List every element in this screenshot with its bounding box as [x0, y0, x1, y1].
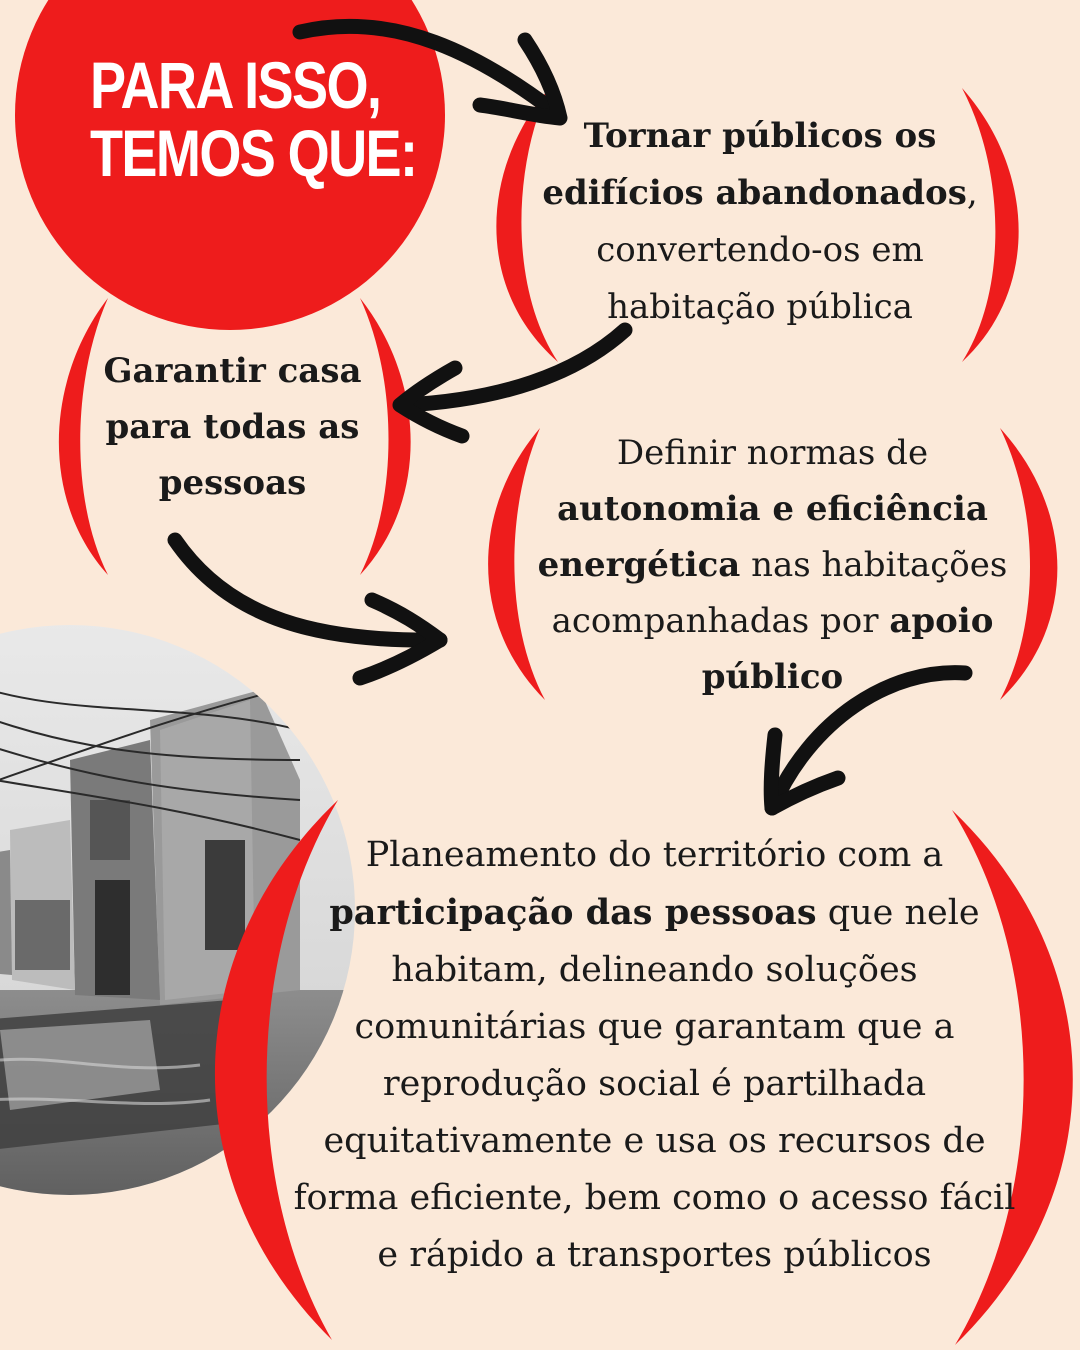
hand-drawn-arrow-icon [175, 540, 440, 678]
headline-line-2: TEMOS QUE: [90, 115, 417, 190]
headline-line-1: PARA ISSO, [90, 48, 381, 122]
item-4-bold: participação das pessoas [329, 892, 817, 933]
item-4-text-a: Planeamento do território com a [365, 835, 944, 875]
item-territory-planning [292, 827, 1017, 1284]
item-housing-for-all [90, 343, 375, 511]
hand-drawn-arrow-icon [400, 330, 625, 436]
headline [90, 48, 417, 190]
item-3-text-a: Definir normas de [616, 433, 929, 473]
item-energy-norms [520, 425, 1025, 705]
item-3-text-b: nas habitações acompanhadas por [551, 545, 1008, 641]
item-4-text-b: que nele habitam, delineando soluções comunitárias que garantam que a reprodução social é partilhada equitativamente e usa os recursos de forma eficiente, bem como o acesso fácil e rápido a transportes públicos [293, 893, 1016, 1275]
item-1-text: , convertendo-os em habitação pública [596, 173, 978, 327]
item-3-bold-b: apoio público [701, 601, 994, 697]
item-public-buildings [525, 108, 995, 336]
item-2-text: Garantir casa para todas as pessoas [103, 351, 362, 503]
item-1-bold: Tornar públicos os edifícios abandonados [542, 116, 967, 213]
item-3-bold-a: autonomia e eficiência energética [537, 489, 988, 585]
